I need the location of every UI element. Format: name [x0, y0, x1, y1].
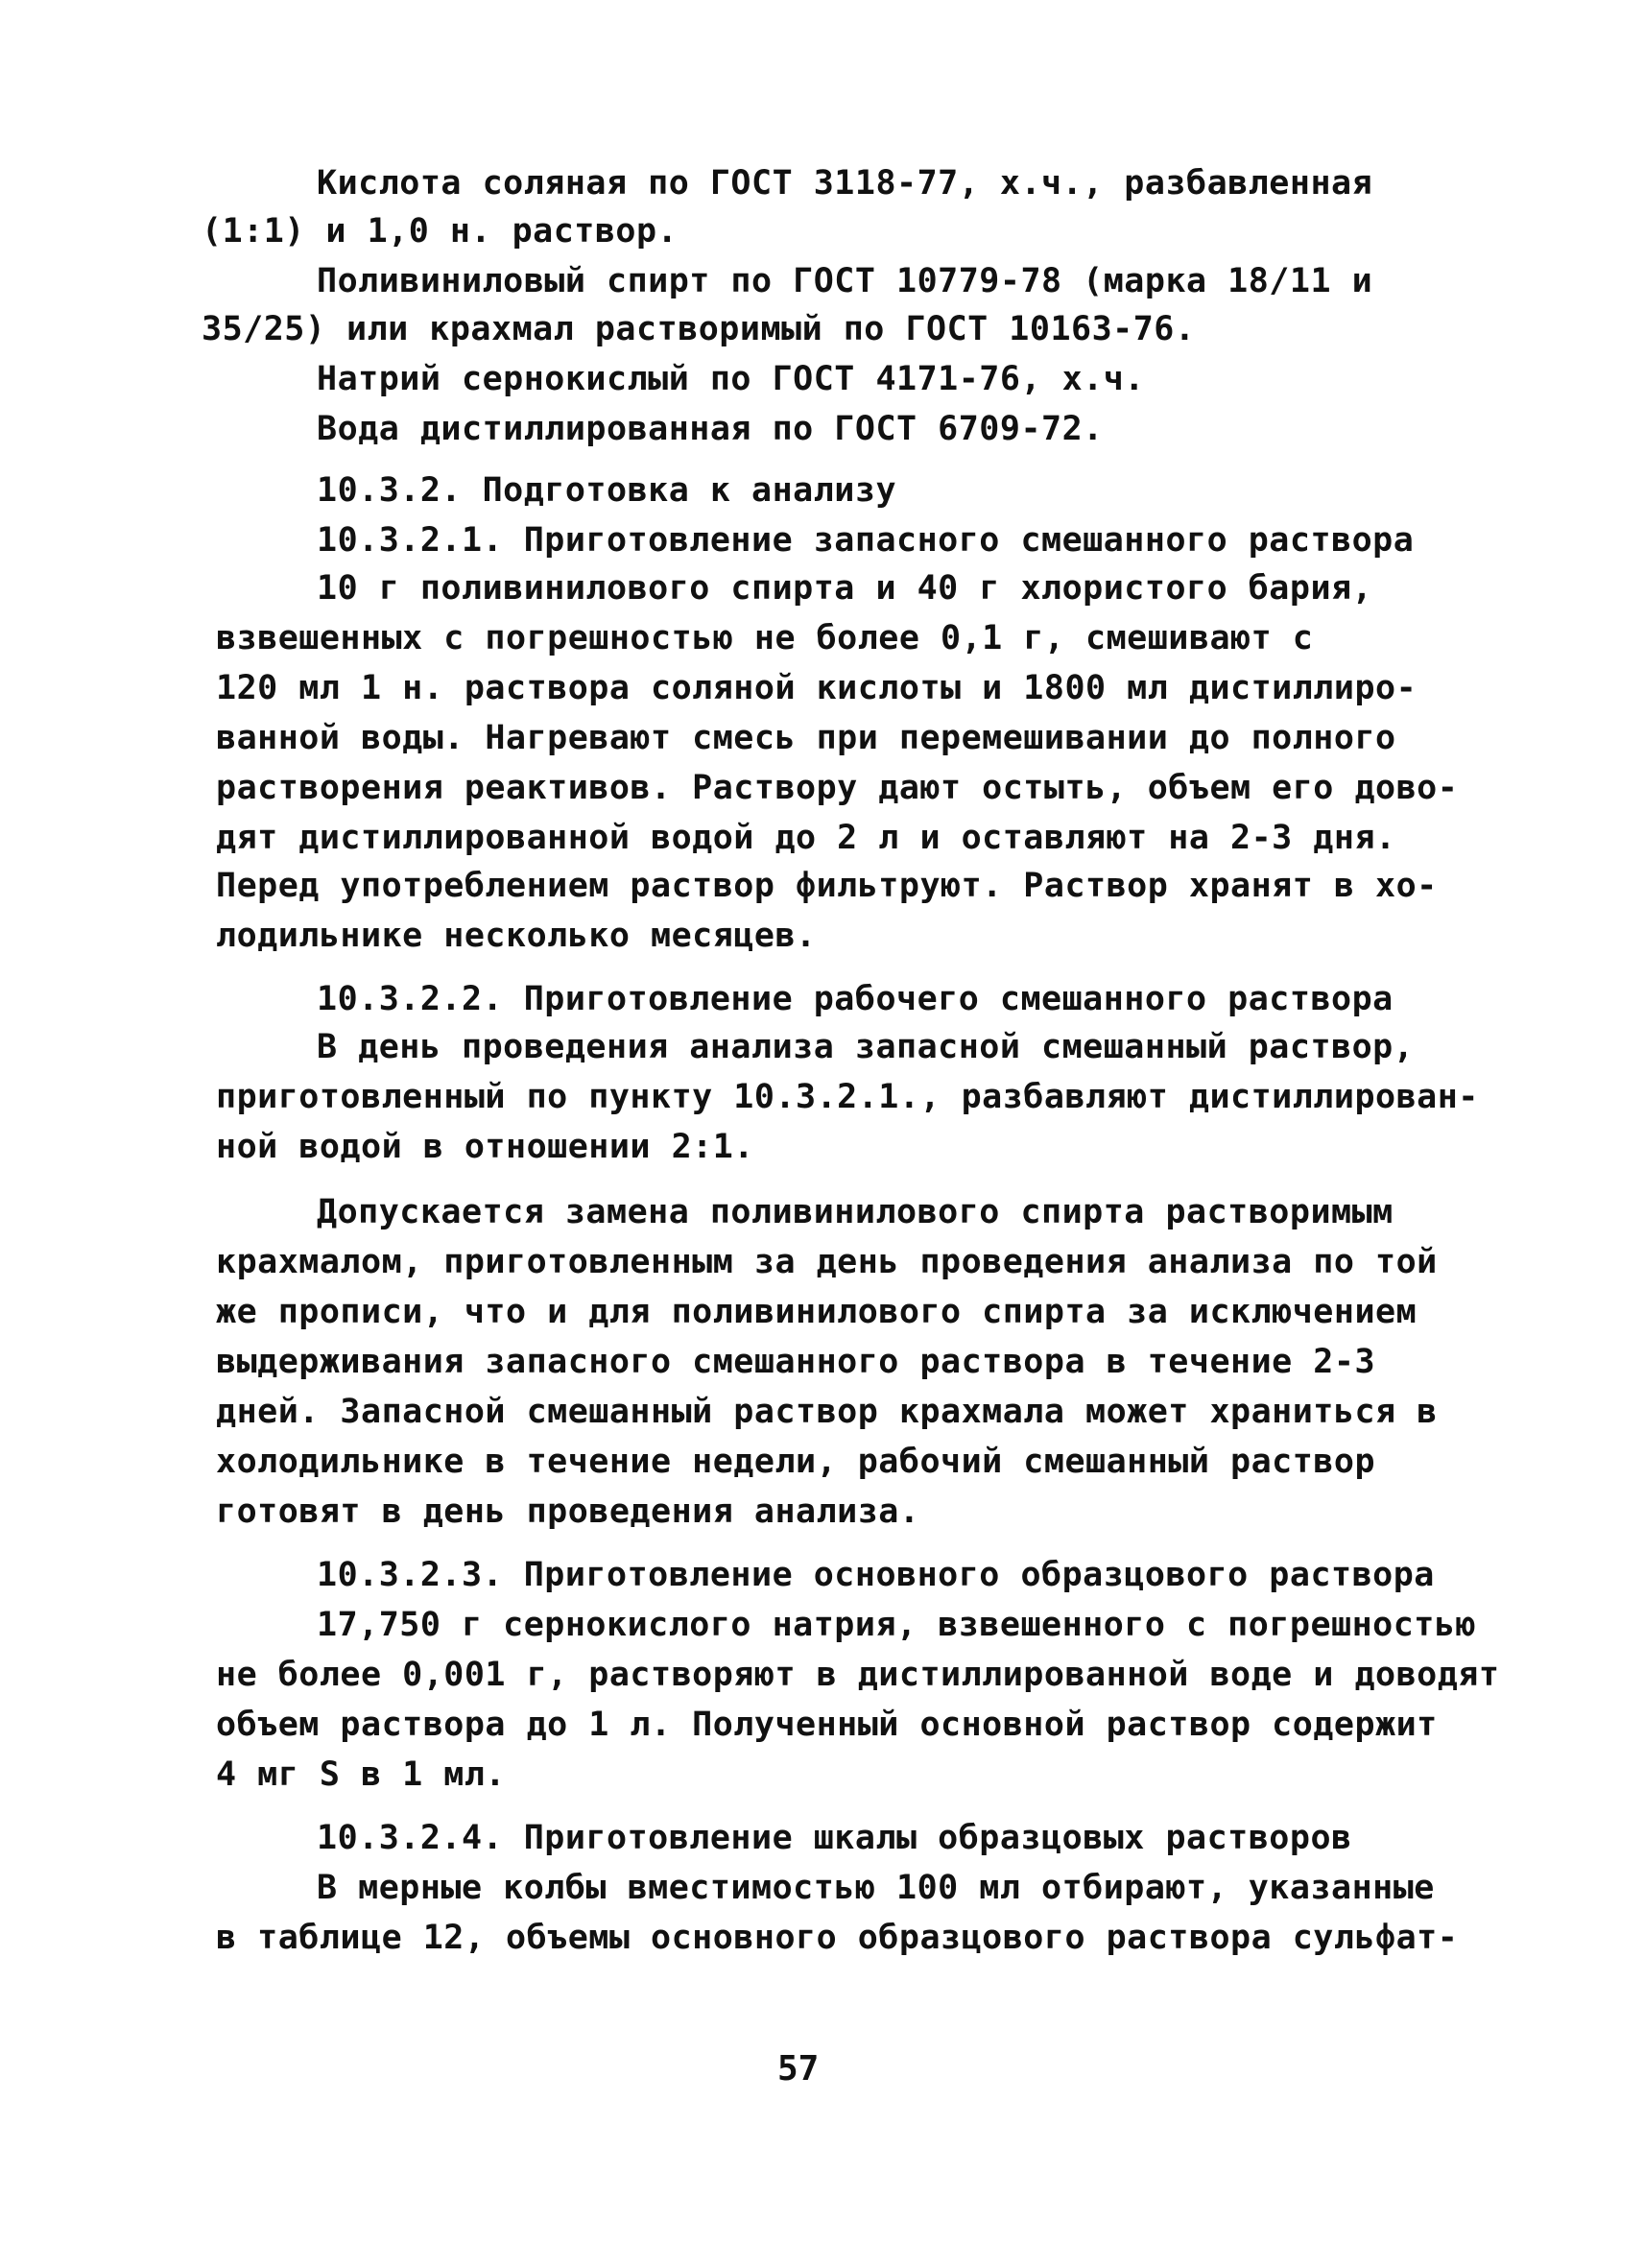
paragraph-line: холодильнике в течение недели, рабочий смешанный раствор [216, 1443, 1376, 1481]
paragraph-line: же прописи, что и для поливинилового спирта за исключением [216, 1293, 1418, 1331]
paragraph-line: 4 мг S в 1 мл. [216, 1755, 507, 1794]
page-number: 57 [777, 2049, 820, 2089]
paragraph-line: В день проведения анализа запасной смешанный раствор, [317, 1028, 1415, 1066]
paragraph-line: Перед употреблением раствор фильтруют. Раствор хранят в хо- [216, 867, 1438, 905]
section-heading: 10.3.2.4. Приготовление шкалы образцовых растворов [317, 1819, 1352, 1857]
reagent-line: Кислота соляная по ГОСТ 3118-77, х.ч., разбавленная [317, 164, 1373, 203]
reagent-line: Поливиниловый спирт по ГОСТ 10779-78 (марка 18/11 и [317, 262, 1373, 300]
section-heading: 10.3.2.2. Приготовление рабочего смешанного раствора [317, 980, 1394, 1018]
paragraph-line: В мерные колбы вместимостью 100 мл отбирают, указанные [317, 1869, 1435, 1907]
paragraph-line: не более 0,001 г, растворяют в дистиллированной воде и доводят [216, 1656, 1500, 1694]
paragraph-line: лодильнике несколько месяцев. [216, 917, 817, 955]
paragraph-line: ванной воды. Нагревают смесь при перемешивании до полного [216, 719, 1396, 757]
reagent-line: (1:1) и 1,0 н. раствор. [202, 212, 679, 251]
paragraph-line: 10 г поливинилового спирта и 40 г хлористого бария, [317, 569, 1373, 608]
reagent-line: 35/25) или крахмал растворимый по ГОСТ 10163-76. [202, 310, 1196, 348]
paragraph-line: ной водой в отношении 2:1. [216, 1128, 754, 1166]
paragraph-line: выдерживания запасного смешанного раствора в течение 2-3 [216, 1343, 1376, 1381]
paragraph-line: готовят в день проведения анализа. [216, 1492, 920, 1531]
paragraph-line: дней. Запасной смешанный раствор крахмала может храниться в [216, 1393, 1438, 1431]
paragraph-line: в таблице 12, объемы основного образцового раствора сульфат- [216, 1919, 1459, 1957]
section-heading: 10.3.2.1. Приготовление запасного смешанного раствора [317, 521, 1415, 560]
paragraph-line: приготовленный по пункту 10.3.2.1., разбавляют дистиллирован- [216, 1078, 1479, 1116]
paragraph-line: 120 мл 1 н. раствора соляной кислоты и 1800 мл дистиллиро- [216, 669, 1418, 707]
paragraph-line: Допускается замена поливинилового спирта растворимым [317, 1193, 1394, 1231]
section-heading: 10.3.2.3. Приготовление основного образцового раствора [317, 1556, 1435, 1594]
paragraph-line: крахмалом, приготовленным за день проведения анализа по той [216, 1243, 1438, 1281]
reagent-line: Натрий сернокислый по ГОСТ 4171-76, х.ч. [317, 360, 1145, 398]
paragraph-line: взвешенных с погрешностью не более 0,1 г, смешивают с [216, 619, 1314, 657]
paragraph-line: дят дистиллированной водой до 2 л и оставляют на 2-3 дня. [216, 819, 1396, 857]
paragraph-line: 17,750 г сернокислого натрия, взвешенного с погрешностью [317, 1606, 1477, 1644]
section-heading: 10.3.2. Подготовка к анализу [317, 471, 897, 510]
paragraph-line: объем раствора до 1 л. Полученный основной раствор содержит [216, 1706, 1438, 1744]
reagent-line: Вода дистиллированная по ГОСТ 6709-72. [317, 410, 1104, 448]
paragraph-line: растворения реактивов. Раствору дают остыть, объем его дово- [216, 769, 1459, 807]
